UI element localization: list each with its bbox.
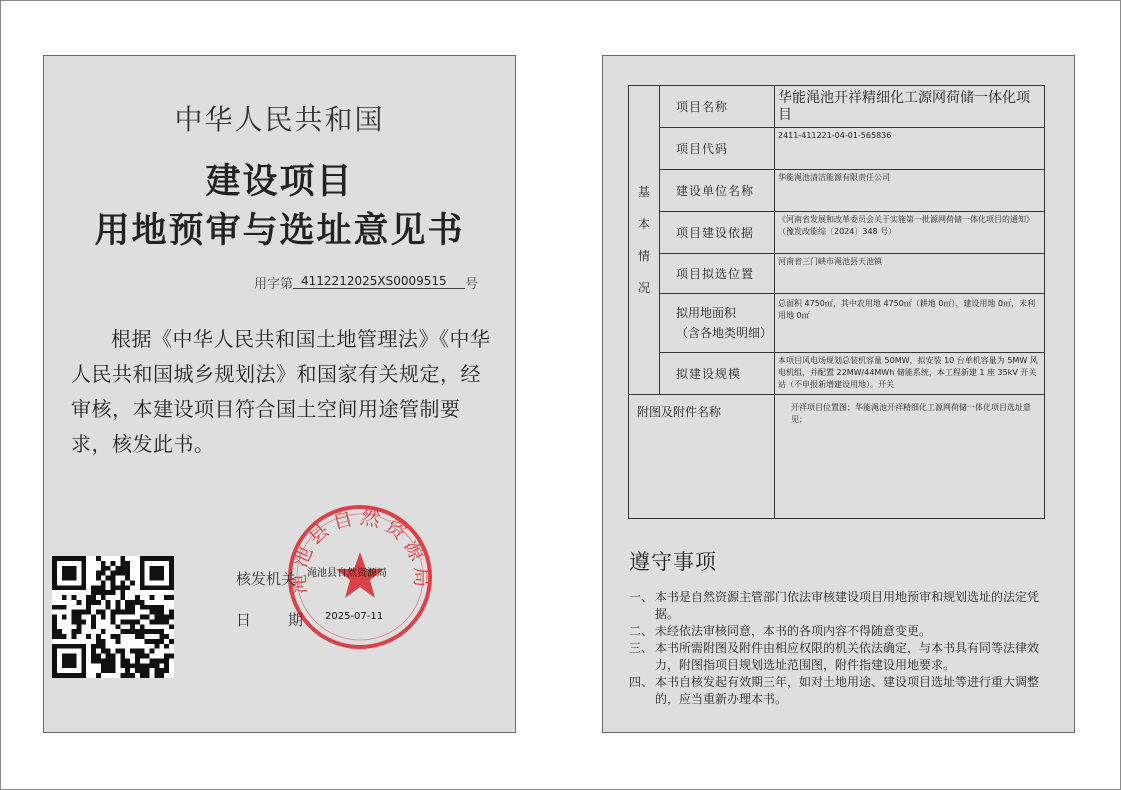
cert-number-value: 4112212025XS0009515 bbox=[293, 274, 465, 289]
notice-item bbox=[629, 623, 1049, 640]
field-label-project-name: 项目名称 bbox=[660, 86, 775, 128]
field-value-builder: 华能渑池清洁能源有限责任公司 bbox=[775, 170, 1045, 212]
notice-item bbox=[629, 589, 1049, 623]
cert-suffix: 号 bbox=[465, 277, 479, 292]
category-char: 基 bbox=[637, 185, 650, 199]
land-area-label: 拟用地面积 bbox=[676, 306, 737, 320]
seal-text: 渑池县自然资源局 bbox=[285, 504, 435, 596]
notice-item bbox=[629, 674, 1049, 708]
project-info-table bbox=[628, 85, 1045, 519]
notice-number: 一、 bbox=[629, 590, 654, 604]
project-details-page bbox=[602, 55, 1075, 733]
field-label-location: 项目拟选位置 bbox=[660, 254, 775, 294]
table-row bbox=[629, 395, 1045, 519]
field-value-land-area: 总面积 4750㎡，其中农用地 4750㎡（耕地 0㎡），建设用地 0㎡，未利用地 0㎡ bbox=[775, 294, 1045, 353]
issue-date: 2025-07-11 bbox=[325, 611, 384, 622]
field-value-basis: 《河南省发展和改革委员会关于实施第一批源网荷储一体化项目的通知》（豫发改能综〔2024〕348 号） bbox=[775, 212, 1045, 254]
basic-info-category bbox=[629, 86, 660, 395]
field-label-project-code: 项目代码 bbox=[660, 128, 775, 170]
field-label-scale: 拟建设规模 bbox=[660, 353, 775, 395]
notice-number: 四、 bbox=[629, 675, 654, 689]
notice-number: 二、 bbox=[629, 624, 654, 638]
notice-item bbox=[629, 640, 1049, 674]
field-value-location: 河南省三门峡市渑池县天池镇 bbox=[775, 254, 1045, 294]
notice-title: 遵守事项 bbox=[629, 550, 717, 574]
field-label-land-area bbox=[660, 294, 775, 353]
issuer-label: 核发机关 bbox=[236, 570, 297, 588]
certificate-number bbox=[254, 273, 478, 292]
cert-prefix: 用字第 bbox=[254, 277, 294, 292]
category-char: 情 bbox=[637, 249, 650, 263]
certificate-title-line1: 建设项目 bbox=[205, 162, 354, 202]
table-row bbox=[629, 254, 1045, 294]
category-char: 本 bbox=[637, 217, 650, 231]
table-row bbox=[629, 128, 1045, 170]
certificate-cover-page bbox=[43, 55, 516, 733]
certificate-title-line2: 用地预审与选址意见书 bbox=[94, 211, 465, 251]
table-row bbox=[629, 86, 1045, 128]
notice-number: 三、 bbox=[629, 641, 654, 655]
field-value-project-name: 华能渑池开祥精细化工源网荷储一体化项目 bbox=[775, 86, 1045, 128]
notice-list bbox=[629, 589, 1049, 708]
table-row bbox=[629, 353, 1045, 395]
qr-code bbox=[52, 556, 174, 678]
issuer-name: 渑池县自然资源局 bbox=[307, 568, 387, 579]
land-area-sublabel: （含各地类明细） bbox=[676, 326, 773, 340]
notice-text: 本书自核发起有效期三年，如对土地用途、建设项目选址等进行重大调整的，应当重新办理本书。 bbox=[655, 675, 1040, 706]
table-row bbox=[629, 294, 1045, 353]
attachments-label: 附图及附件名称 bbox=[629, 395, 775, 519]
notice-text: 本书是自然资源主管部门依法审核建设项目用地预审和规划选址的法定凭据。 bbox=[655, 590, 1040, 621]
notice-text: 本书所需附图及附件由相应权限的机关依法确定，与本书具有同等法律效力，附图指项目规划选址范围图，附件指建设用地要求。 bbox=[655, 641, 1040, 672]
country-heading: 中华人民共和国 bbox=[174, 103, 385, 136]
table-row bbox=[629, 170, 1045, 212]
date-label: 日期 bbox=[236, 611, 341, 629]
category-char: 况 bbox=[637, 281, 650, 295]
field-value-project-code: 2411-411221-04-01-565836 bbox=[775, 128, 1045, 170]
certificate-body: 根据《中华人民共和国土地管理法》《中华人民共和国城乡规划法》和国家有关规定，经审核，本建设项目符合国土空间用途管制要求，核发此书。 bbox=[71, 327, 491, 456]
table-row bbox=[629, 212, 1045, 254]
notice-text: 未经依法审核同意，本书的各项内容不得随意变更。 bbox=[655, 624, 932, 638]
attachments-value: 开祥项目位置图；华能渑池开祥精细化工源网荷储一体化项目选址意见； bbox=[775, 395, 1045, 519]
field-value-scale: 本项目风电场规划总装机容量 50MW，拟安装 10 台单机容量为 5MW 风电机组，并配置 22MW/44MWh 储能系统，本工程新建 1 座 35kV 开关站（不申报新增建设用地）。开关 bbox=[775, 353, 1045, 395]
field-label-basis: 项目建设依据 bbox=[660, 212, 775, 254]
field-label-builder: 建设单位名称 bbox=[660, 170, 775, 212]
